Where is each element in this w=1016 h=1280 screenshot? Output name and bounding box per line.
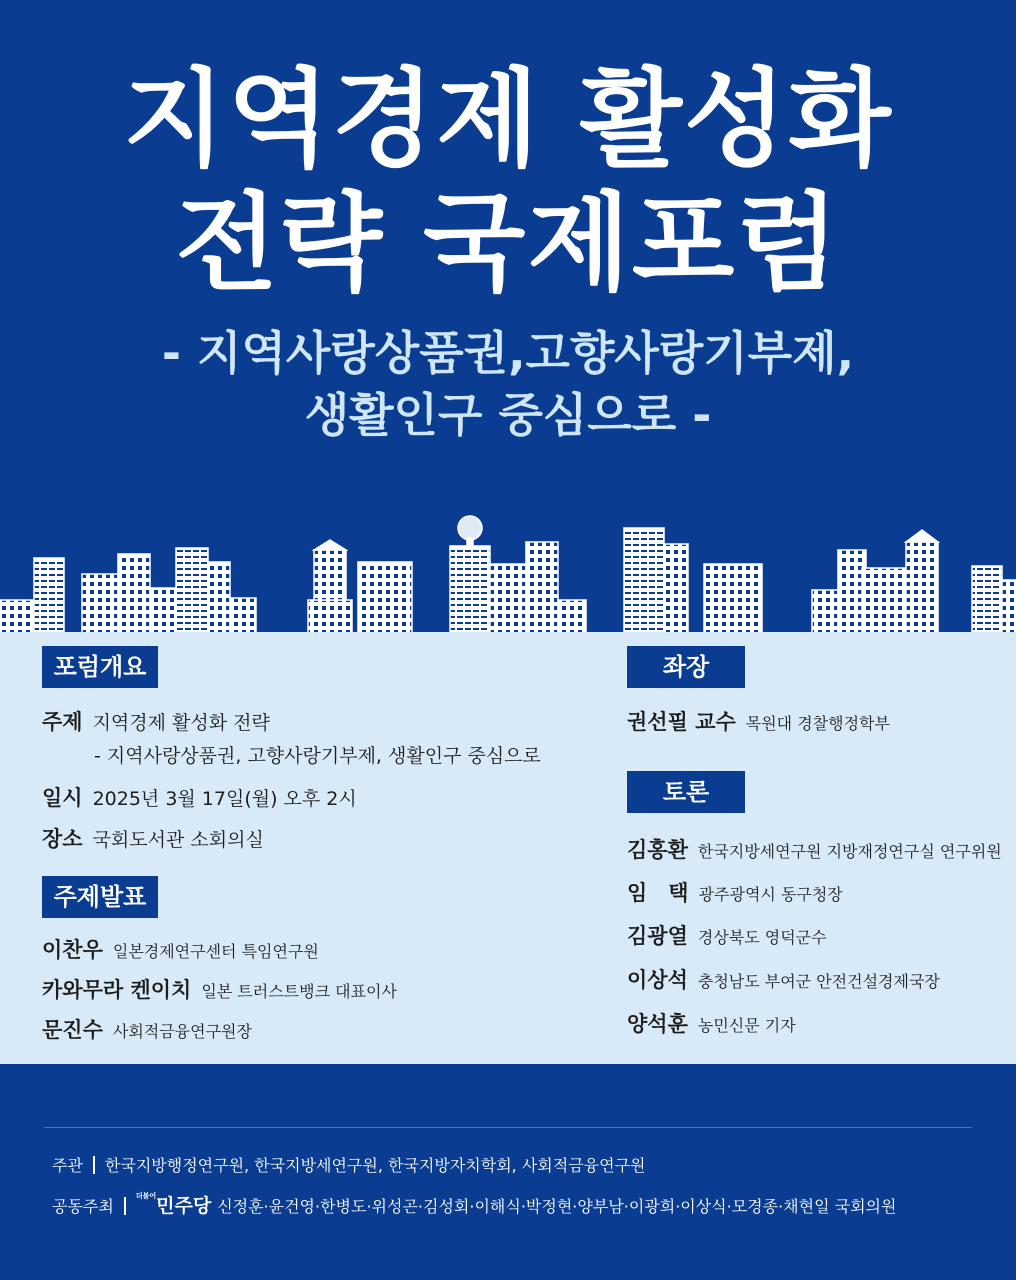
- host-label: 주관: [52, 1156, 83, 1175]
- poster-title: [0, 58, 1016, 306]
- host-row: [52, 1153, 646, 1176]
- topic-row: [42, 706, 270, 736]
- panelist-name: 양석훈: [627, 1012, 688, 1036]
- host-value: 한국지방행정연구원, 한국지방세연구원, 한국지방자치학회, 사회적금융연구원: [104, 1156, 646, 1175]
- panelist-name: 임 택: [627, 881, 689, 905]
- panelist-name: 이상석: [627, 968, 688, 992]
- panelist-role: 농민신문 기자: [697, 1016, 796, 1035]
- city-skyline-illustration: [0, 500, 1016, 640]
- chair-role: 목원대 경찰행정학부: [745, 714, 890, 733]
- presenter-row: [42, 934, 319, 964]
- panelist-role: 광주광역시 동구청장: [698, 885, 843, 904]
- subtitle-line-2: 생활인구 중심으로 -: [304, 388, 712, 442]
- cohost-row: [52, 1191, 896, 1218]
- presentations-badge: 주제발표: [42, 876, 158, 918]
- subtitle-line-1: - 지역사랑상품권,고향사랑기부제,: [161, 326, 855, 380]
- cohost-label: 공동주최: [52, 1197, 114, 1216]
- presenter-row: [42, 974, 397, 1004]
- topic-label: 주제: [42, 710, 83, 734]
- presenter-role: 일본경제연구센터 특임연구원: [112, 942, 319, 961]
- panelist-name: 김광열: [627, 924, 688, 948]
- chair-name: 권선필 교수: [627, 710, 736, 734]
- topic-subtext: - 지역사랑상품권, 고향사랑기부제, 생활인구 중심으로: [94, 745, 541, 767]
- overview-badge: 포럼개요: [42, 646, 158, 688]
- party-logo: [135, 1192, 212, 1217]
- presenter-role: 사회적금융연구원장: [112, 1022, 252, 1041]
- panelist-row: [627, 834, 1002, 864]
- chair-badge: 좌장: [627, 646, 745, 688]
- date-value: 2025년 3월 17일(월) 오후 2시: [92, 788, 357, 810]
- presenter-role: 일본 트러스트뱅크 대표이사: [201, 982, 397, 1001]
- panelist-row: [627, 877, 843, 907]
- party-logo-small-text: 더불어: [135, 1192, 157, 1200]
- date-label: 일시: [42, 786, 83, 810]
- poster-subtitle: [0, 322, 1016, 446]
- panelist-role: 충청남도 부여군 안전건설경제국장: [697, 972, 940, 991]
- title-line-2: 전략 국제포럼: [175, 182, 841, 305]
- panelist-role: 경상북도 영덕군수: [697, 928, 827, 947]
- panelist-name: 김홍환: [627, 838, 688, 862]
- place-label: 장소: [42, 827, 83, 851]
- topic-value: 지역경제 활성화 전략: [92, 712, 270, 734]
- separator: [124, 1197, 126, 1215]
- cohost-value: 신정훈·윤건영·한병도·위성곤·김성회·이해식·박정현·양부남·이광희·이상식·모경종·채현일 국회의원: [217, 1197, 897, 1216]
- presenter-name: 카와무라 켄이치: [42, 978, 192, 1002]
- chair-row: [627, 706, 890, 736]
- panelist-row: [627, 1008, 796, 1038]
- place-row: [42, 823, 264, 853]
- discussion-badge: 토론: [627, 771, 745, 813]
- separator: [93, 1156, 95, 1174]
- presenter-name: 문진수: [42, 1018, 103, 1042]
- date-row: [42, 782, 357, 812]
- party-logo-text: 민주당: [156, 1195, 212, 1217]
- presenter-row: [42, 1014, 252, 1044]
- panelist-row: [627, 964, 940, 994]
- panelist-row: [627, 920, 827, 950]
- place-value: 국회도서관 소회의실: [92, 829, 264, 851]
- panelist-role: 한국지방세연구원 지방재정연구실 연구위원: [697, 842, 1002, 861]
- title-line-1: 지역경제 활성화: [123, 58, 893, 181]
- presenter-name: 이찬우: [42, 938, 103, 962]
- footer-divider: [44, 1127, 972, 1128]
